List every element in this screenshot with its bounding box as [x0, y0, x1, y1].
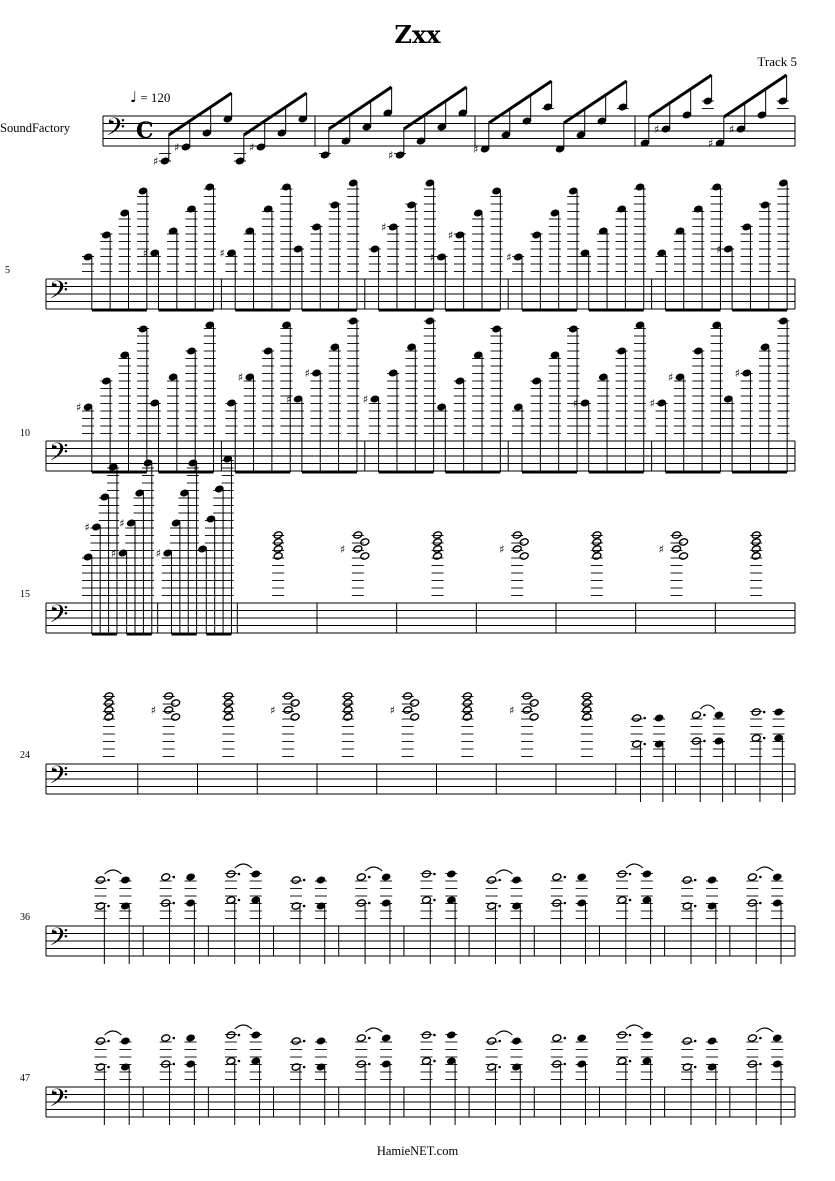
sharp-accidental: ♯ [473, 143, 479, 156]
tie [235, 1025, 252, 1029]
notehead [529, 699, 539, 708]
notehead [654, 714, 664, 723]
notehead [592, 538, 602, 547]
notehead [96, 876, 106, 885]
notehead [273, 538, 283, 547]
notehead [487, 876, 497, 885]
sharp-accidental: ♯ [499, 543, 505, 556]
notehead [691, 711, 701, 720]
notehead [223, 706, 233, 715]
augmentation-dot [172, 876, 175, 879]
bass-clef-icon: 𝄢 [49, 761, 69, 796]
augmentation-dot [498, 1066, 501, 1069]
notehead [519, 538, 529, 547]
sharp-accidental: ♯ [286, 393, 292, 406]
notehead [104, 692, 114, 701]
augmentation-dot [763, 711, 766, 714]
sharp-accidental: ♯ [734, 367, 740, 380]
notehead [679, 538, 689, 547]
augmentation-dot [368, 1063, 371, 1066]
measure-number-system-6: 36 [20, 912, 30, 923]
sharp-accidental: ♯ [119, 517, 125, 530]
notehead [343, 713, 353, 722]
notehead [774, 708, 784, 717]
notehead [381, 1034, 391, 1043]
tie [756, 867, 773, 871]
augmentation-dot [172, 1063, 175, 1066]
notehead [161, 1034, 171, 1043]
augmentation-dot [629, 1060, 632, 1063]
notehead [751, 538, 761, 547]
sharp-accidental: ♯ [667, 371, 674, 384]
notehead [316, 876, 326, 885]
sharp-accidental: ♯ [658, 543, 664, 556]
notehead [226, 870, 236, 879]
notehead [343, 706, 353, 715]
notehead [512, 531, 522, 540]
quarter-note-icon: ♩ [130, 88, 138, 106]
notehead [462, 692, 472, 701]
notehead [582, 706, 592, 715]
bass-clef-icon: 𝄢 [49, 438, 69, 473]
time-signature: C [136, 118, 154, 144]
augmentation-dot [107, 879, 110, 882]
notehead [519, 552, 529, 561]
notehead [433, 531, 443, 540]
notehead [462, 706, 472, 715]
augmentation-dot [303, 1040, 306, 1043]
augmentation-dot [368, 876, 371, 879]
bass-clef-icon: 𝄢 [106, 113, 126, 148]
augmentation-dot [498, 879, 501, 882]
notehead [751, 531, 761, 540]
augmentation-dot [694, 1040, 697, 1043]
notehead [223, 699, 233, 708]
sharp-accidental: ♯ [237, 371, 244, 384]
beam [244, 93, 307, 135]
sharp-accidental: ♯ [447, 229, 454, 242]
sharp-accidental: ♯ [150, 704, 156, 717]
notehead [433, 545, 443, 554]
notehead [273, 552, 283, 561]
notehead [421, 870, 431, 879]
tie [496, 1031, 513, 1035]
notehead [747, 1034, 757, 1043]
sharp-accidental: ♯ [509, 704, 515, 717]
notehead [582, 692, 592, 701]
augmentation-dot [107, 1066, 110, 1069]
notehead [104, 713, 114, 722]
notehead [617, 870, 627, 879]
notehead [403, 692, 413, 701]
notehead [682, 1037, 692, 1046]
augmentation-dot [759, 876, 762, 879]
augmentation-dot [433, 899, 436, 902]
notehead [273, 531, 283, 540]
sharp-accidental: ♯ [76, 401, 82, 414]
tie [700, 705, 714, 709]
beam [724, 75, 787, 117]
augmentation-dot [564, 1037, 567, 1040]
tie [235, 864, 252, 868]
notehead [410, 699, 420, 708]
notehead [186, 1034, 196, 1043]
notehead [283, 706, 293, 715]
beam [169, 93, 232, 135]
augmentation-dot [643, 743, 646, 746]
footer-credit: HamieNET.com [376, 1144, 459, 1158]
tie [626, 1025, 643, 1029]
sharp-accidental: ♯ [110, 547, 117, 560]
notehead [642, 870, 652, 879]
notehead [512, 876, 522, 885]
notehead [672, 545, 682, 554]
augmentation-dot [564, 902, 567, 905]
sharp-accidental: ♯ [248, 141, 255, 154]
augmentation-dot [694, 879, 697, 882]
notehead [104, 706, 114, 715]
notehead [120, 1037, 130, 1046]
notehead [772, 1034, 782, 1043]
augmentation-dot [564, 876, 567, 879]
bass-clef-icon: 𝄢 [49, 276, 69, 311]
sharp-accidental: ♯ [173, 141, 180, 154]
sharp-accidental: ♯ [153, 155, 159, 168]
measure-number-system-4: 15 [20, 589, 30, 600]
notehead [104, 699, 114, 708]
augmentation-dot [107, 905, 110, 908]
augmentation-dot [498, 905, 501, 908]
notehead [223, 692, 233, 701]
tie [105, 1031, 122, 1035]
beam [404, 87, 467, 129]
tie [626, 864, 643, 868]
notehead [164, 692, 174, 701]
sharp-accidental: ♯ [84, 521, 90, 534]
sharp-accidental: ♯ [649, 397, 655, 410]
notehead [381, 873, 391, 882]
measure-number-system-2: 5 [5, 265, 10, 276]
tie [105, 870, 122, 874]
augmentation-dot [763, 737, 766, 740]
notehead [343, 692, 353, 701]
sharp-accidental: ♯ [155, 547, 161, 560]
notehead [747, 873, 757, 882]
notehead [164, 706, 174, 715]
notehead [421, 1031, 431, 1040]
augmentation-dot [172, 902, 175, 905]
notehead [223, 713, 233, 722]
tie [756, 1028, 773, 1032]
notehead [356, 1034, 366, 1043]
sharp-accidental: ♯ [506, 251, 512, 264]
notehead [714, 711, 724, 720]
notehead [433, 538, 443, 547]
sharp-accidental: ♯ [304, 367, 310, 380]
sharp-accidental: ♯ [362, 393, 369, 406]
sharp-accidental: ♯ [219, 247, 225, 260]
bass-clef-icon: 𝄢 [49, 1084, 69, 1119]
notehead [316, 1037, 326, 1046]
augmentation-dot [303, 1066, 306, 1069]
notehead [592, 531, 602, 540]
augmentation-dot [238, 1034, 241, 1037]
notehead [642, 1031, 652, 1040]
notehead [360, 552, 370, 561]
notehead [433, 552, 443, 561]
instrument-name: SoundFactory [0, 121, 71, 135]
augmentation-dot [694, 905, 697, 908]
sharp-accidental: ♯ [339, 543, 346, 556]
augmentation-dot [433, 873, 436, 876]
sharp-accidental: ♯ [728, 123, 735, 136]
tempo-value: = 120 [140, 90, 171, 105]
notehead [751, 708, 761, 717]
measure-number-system-5: 24 [20, 750, 30, 761]
augmentation-dot [238, 899, 241, 902]
notehead [360, 538, 370, 547]
sharp-accidental: ♯ [716, 243, 722, 256]
notehead [512, 545, 522, 554]
tie [365, 867, 382, 871]
notehead [403, 706, 413, 715]
augmentation-dot [564, 1063, 567, 1066]
augmentation-dot [643, 717, 646, 720]
notehead [592, 545, 602, 554]
beam [564, 81, 627, 123]
augmentation-dot [629, 873, 632, 876]
beam [649, 75, 712, 117]
notehead [446, 870, 456, 879]
notehead [291, 1037, 301, 1046]
notehead [577, 1034, 587, 1043]
notehead [251, 870, 261, 879]
sharp-accidental: ♯ [270, 704, 276, 717]
tie [496, 870, 513, 874]
augmentation-dot [433, 1034, 436, 1037]
sharp-accidental: ♯ [381, 221, 387, 234]
notehead [707, 1037, 717, 1046]
augmentation-dot [172, 1037, 175, 1040]
augmentation-dot [368, 1037, 371, 1040]
augmentation-dot [759, 902, 762, 905]
augmentation-dot [303, 905, 306, 908]
augmentation-dot [629, 899, 632, 902]
notehead [772, 873, 782, 882]
notehead [552, 1034, 562, 1043]
notehead [679, 552, 689, 561]
augmentation-dot [694, 1066, 697, 1069]
augmentation-dot [238, 1060, 241, 1063]
sharp-accidental: ♯ [429, 251, 435, 264]
notehead [522, 692, 532, 701]
notehead [672, 531, 682, 540]
notehead [410, 713, 420, 722]
notehead [283, 692, 293, 701]
notehead [617, 1031, 627, 1040]
notehead [487, 1037, 497, 1046]
notehead [682, 876, 692, 885]
notehead [290, 713, 300, 722]
notehead [462, 699, 472, 708]
notehead [161, 873, 171, 882]
notehead [226, 1031, 236, 1040]
augmentation-dot [107, 1040, 110, 1043]
augmentation-dot [303, 879, 306, 882]
sharp-accidental: ♯ [653, 123, 660, 136]
notehead [707, 876, 717, 885]
augmentation-dot [368, 902, 371, 905]
augmentation-dot [629, 1034, 632, 1037]
notehead [582, 713, 592, 722]
beam [489, 81, 552, 123]
notehead [353, 531, 363, 540]
notehead [356, 873, 366, 882]
notehead [582, 699, 592, 708]
bass-clef-icon: 𝄢 [49, 923, 69, 958]
augmentation-dot [703, 740, 706, 743]
tie [365, 1028, 382, 1032]
notehead [291, 876, 301, 885]
augmentation-dot [759, 1063, 762, 1066]
sharp-accidental: ♯ [572, 397, 579, 410]
page-title: Zxx [394, 20, 441, 49]
beam [329, 87, 392, 129]
notehead [290, 699, 300, 708]
augmentation-dot [498, 1040, 501, 1043]
notehead [529, 713, 539, 722]
notehead [251, 1031, 261, 1040]
measure-number-system-7: 47 [20, 1073, 30, 1084]
notehead [353, 545, 363, 554]
notehead [552, 873, 562, 882]
measure-number-system-3: 10 [20, 428, 30, 439]
notehead [522, 706, 532, 715]
notehead [171, 699, 181, 708]
notehead [171, 713, 181, 722]
augmentation-dot [759, 1037, 762, 1040]
augmentation-dot [703, 714, 706, 717]
notehead [751, 552, 761, 561]
notehead [446, 1031, 456, 1040]
notehead [592, 552, 602, 561]
notehead [512, 1037, 522, 1046]
sharp-accidental: ♯ [389, 704, 395, 717]
notehead [751, 545, 761, 554]
bass-clef-icon: 𝄢 [49, 600, 69, 635]
notehead [632, 714, 642, 723]
track-label: Track 5 [757, 54, 797, 69]
notehead [186, 873, 196, 882]
sharp-accidental: ♯ [142, 247, 149, 260]
augmentation-dot [433, 1060, 436, 1063]
notehead [273, 545, 283, 554]
notehead [577, 873, 587, 882]
sharp-accidental: ♯ [708, 137, 714, 150]
notehead [96, 1037, 106, 1046]
augmentation-dot [238, 873, 241, 876]
notehead [462, 713, 472, 722]
notehead [120, 876, 130, 885]
notehead [343, 699, 353, 708]
sharp-accidental: ♯ [388, 149, 394, 162]
